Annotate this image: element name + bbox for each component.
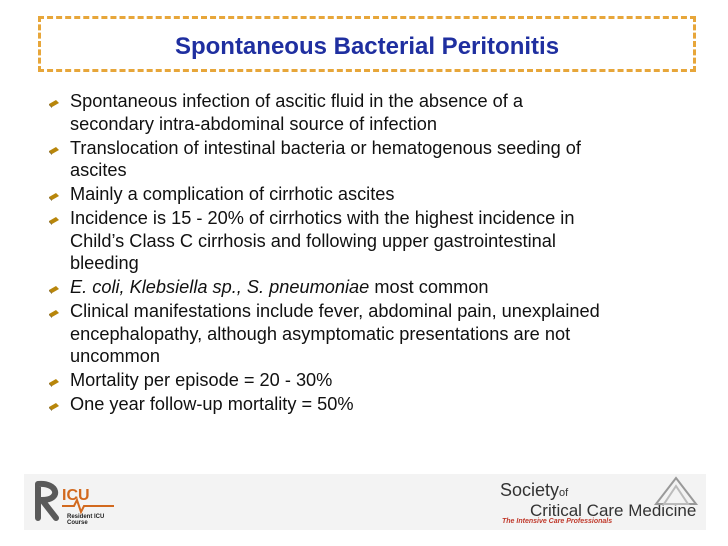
bullet-icon — [48, 307, 60, 319]
sccm-pyramid-icon — [652, 476, 700, 506]
bullet-text-line: Clinical manifestations include fever, abdominal pain, unexplained — [70, 301, 600, 321]
bullet-item — [48, 183, 708, 206]
sccm-logo — [494, 476, 706, 528]
bullet-text-line: One year follow-up mortality = 50% — [70, 394, 354, 414]
sccm-society-word: Society — [500, 480, 560, 500]
bullet-list — [48, 90, 708, 417]
ricu-course-text: Resident ICU Course — [67, 514, 105, 526]
svg-text:ICU: ICU — [62, 487, 90, 504]
bullet-text-line: Mainly a complication of cirrhotic ascites — [70, 184, 395, 204]
bullet-icon — [48, 97, 60, 109]
sccm-of-word: of — [559, 487, 569, 499]
bullet-text-line: ascites — [70, 160, 127, 180]
bullet-text-line: Spontaneous infection of ascitic fluid in the absence of a — [70, 91, 523, 111]
slide-title: Spontaneous Bacterial Peritonitis — [174, 33, 560, 60]
bullet-text-line: encephalopathy, although asymptomatic presentations are not — [70, 323, 571, 344]
bullet-item — [48, 369, 708, 392]
bullet-icon — [48, 376, 60, 388]
ricu-logo — [32, 478, 122, 526]
bullet-item — [48, 90, 708, 135]
bullet-icon — [48, 214, 60, 226]
title-box — [38, 16, 696, 72]
sccm-tagline: The Intensive Care Professionals — [502, 518, 613, 525]
bullet-icon — [48, 144, 60, 156]
bullet-text-line: most common — [369, 277, 489, 297]
bullet-text-line: bleeding — [70, 253, 139, 273]
sccm-ccm-text: Critical Care Medicine — [530, 501, 697, 520]
bullet-item — [48, 137, 708, 182]
bullet-text-line: Mortality per episode = 20 - 30% — [70, 370, 333, 390]
bullet-item — [48, 207, 708, 275]
bullet-icon — [48, 190, 60, 202]
footer-bar — [24, 474, 706, 530]
bullet-item — [48, 300, 708, 368]
bullet-item — [48, 393, 708, 416]
bullet-text-line: Incidence is 15 - 20% of cirrhotics with the highest incidence in — [70, 208, 575, 228]
bullet-item — [48, 276, 708, 299]
bullet-italic-text: E. coli, Klebsiella sp., S. pneumoniae — [70, 277, 370, 297]
bullet-text-line: uncommon — [70, 346, 160, 366]
bullet-icon — [48, 400, 60, 412]
sccm-society-text — [500, 480, 568, 501]
bullet-text-line: Translocation of intestinal bacteria or hematogenous seeding of — [70, 137, 581, 158]
bullet-text-line: secondary intra-abdominal source of infection — [70, 113, 437, 134]
bullet-icon — [48, 283, 60, 295]
bullet-text-line: Child’s Class C cirrhosis and following upper gastrointestinal — [70, 230, 556, 251]
